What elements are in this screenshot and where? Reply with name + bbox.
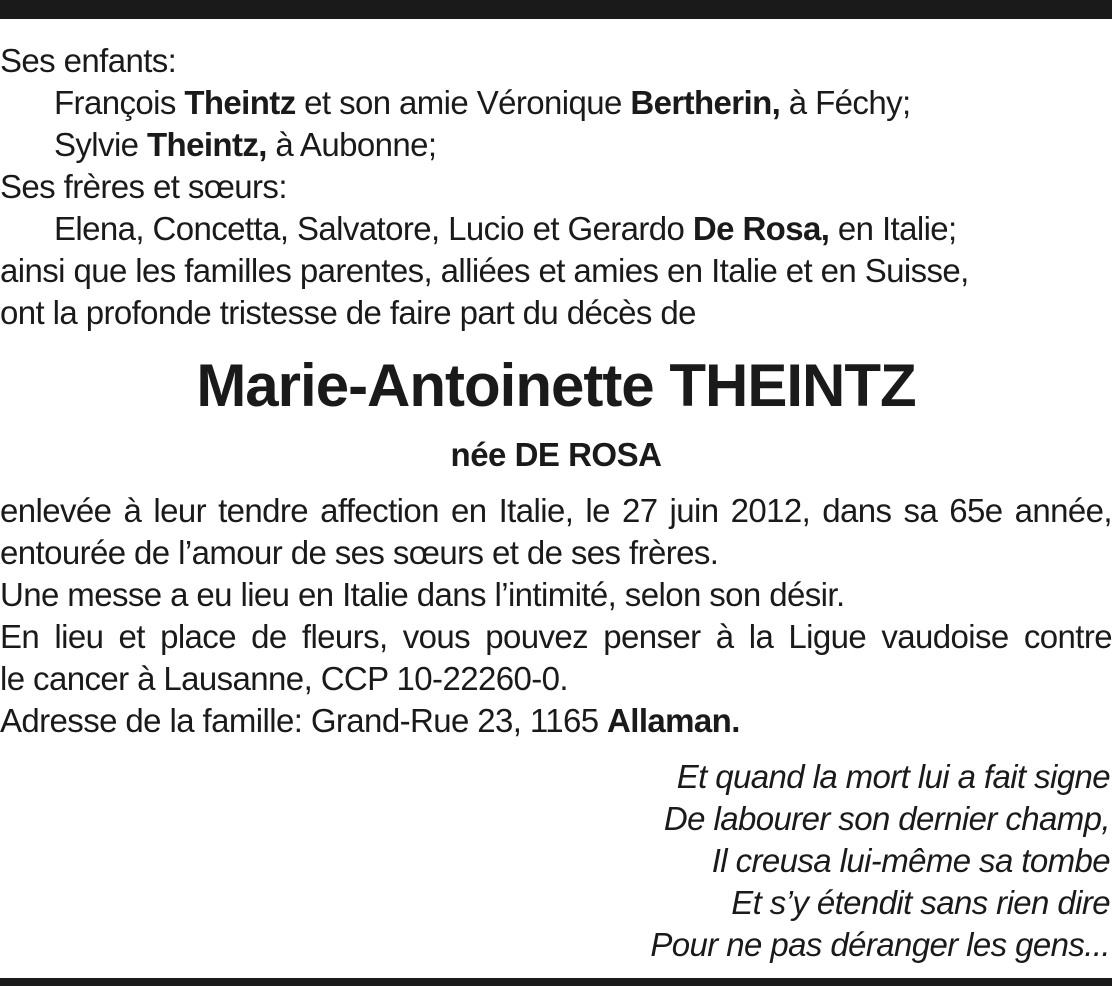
poem-line: Il creusa lui-même sa tombe bbox=[711, 842, 1110, 879]
maiden-name: née DE ROSA bbox=[450, 436, 662, 473]
announcement-line: ont la profonde tristesse de faire part du décès de bbox=[0, 294, 696, 331]
child-line-sylvie: Sylvie Theintz, à Aubonne; bbox=[54, 126, 437, 163]
body-line-2: entourée de l’amour de ses sœurs et de ses frères. bbox=[0, 534, 719, 571]
poem bbox=[650, 756, 1110, 966]
deceased-name: Marie-Antoinette THEINTZ bbox=[196, 352, 916, 419]
body-line-3: Une messe a eu lieu en Italie dans l’intimité, selon son désir. bbox=[0, 576, 845, 613]
siblings-heading: Ses frères et sœurs: bbox=[0, 168, 287, 205]
body-line-1: enlevée à leur tendre affection en Italie, le 27 juin 2012, dans sa 65e année, bbox=[0, 492, 1112, 529]
family-announcement bbox=[0, 40, 1112, 334]
poem-line: Pour ne pas déranger les gens... bbox=[650, 926, 1110, 963]
poem-line: Et quand la mort lui a fait signe bbox=[676, 758, 1110, 795]
obituary-body bbox=[0, 490, 1112, 742]
poem-line: De labourer son dernier champ, bbox=[663, 800, 1110, 837]
child-line-francois: François Theintz et son amie Véronique Bertherin, à Féchy; bbox=[54, 84, 911, 121]
poem-line: Et s’y étendit sans rien dire bbox=[731, 884, 1110, 921]
body-line-5: le cancer à Lausanne, CCP 10-22260-0. bbox=[0, 660, 568, 697]
families-line: ainsi que les familles parentes, alliées et amies en Italie et en Suisse, bbox=[0, 252, 969, 289]
siblings-line: Elena, Concetta, Salvatore, Lucio et Gerardo De Rosa, en Italie; bbox=[54, 210, 957, 247]
children-heading: Ses enfants: bbox=[0, 42, 177, 79]
bottom-border-rule bbox=[0, 978, 1112, 986]
body-line-4: En lieu et place de fleurs, vous pouvez penser à la Ligue vaudoise contre bbox=[0, 618, 1112, 655]
top-border-rule bbox=[0, 0, 1112, 19]
family-address: Adresse de la famille: Grand-Rue 23, 1165 Allaman. bbox=[0, 702, 740, 739]
